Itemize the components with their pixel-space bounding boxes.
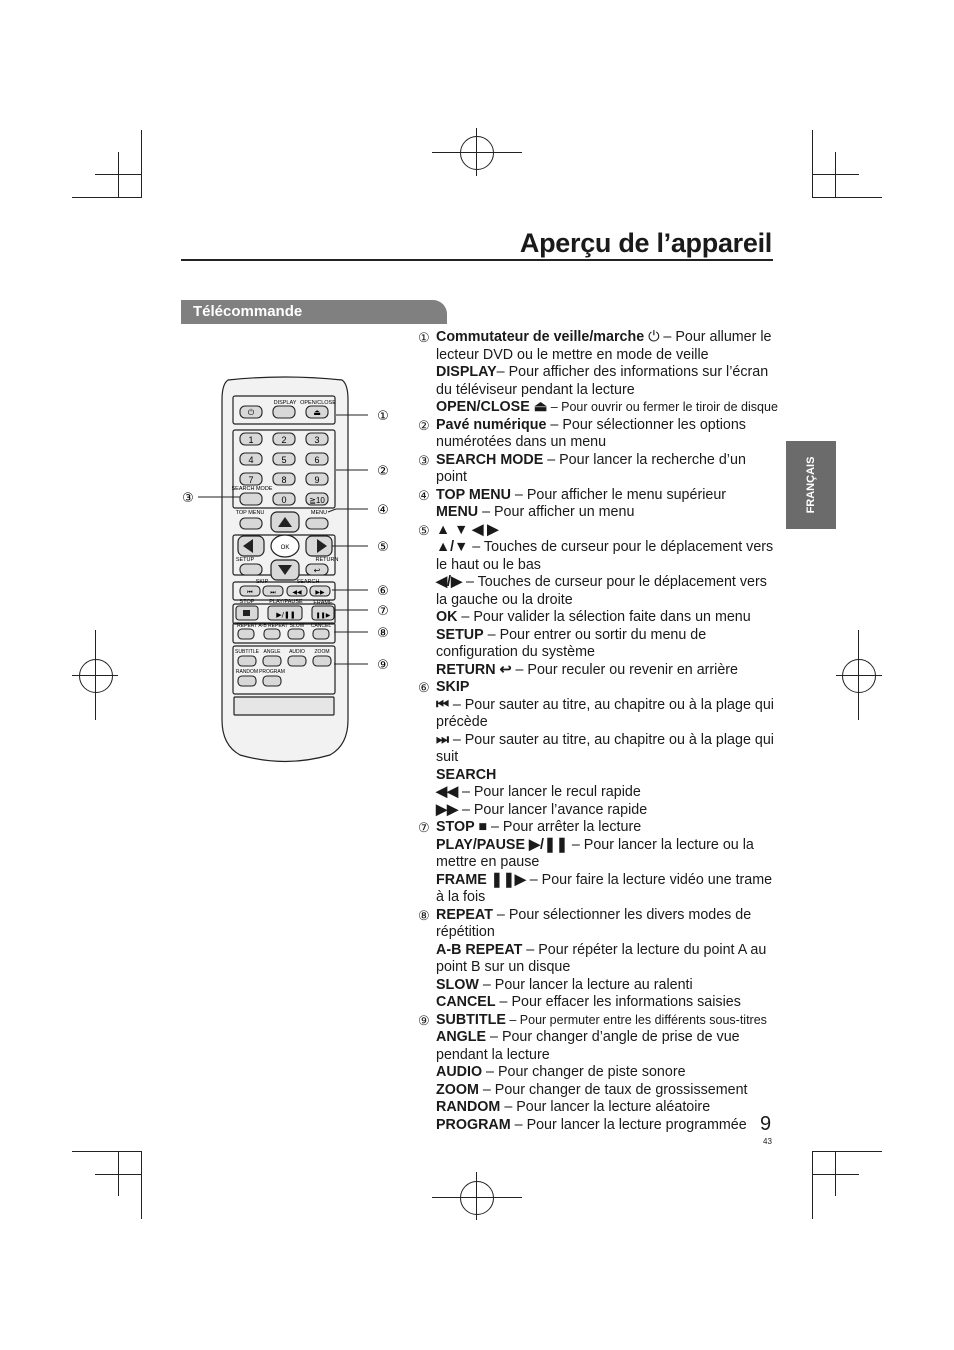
desc-term: ⏮ (436, 696, 449, 713)
desc-item (418, 452, 780, 487)
desc-line (436, 364, 780, 399)
remote-label-ok: OK (280, 545, 290, 551)
desc-term: OK (436, 609, 458, 625)
remote-label-frame: FRAME (313, 600, 333, 606)
desc-text: – Pour lancer l’avance rapide (458, 801, 648, 818)
desc-text: – Pour répéter la lecture du point A au point B sur un disque (436, 941, 767, 975)
desc-text: – Touches de curseur pour le déplacement vers la gauche ou la droite (436, 574, 767, 608)
desc-term: REPEAT (436, 906, 493, 923)
desc-line (436, 942, 780, 977)
desc-text: – Pour afficher un menu (478, 504, 635, 520)
desc-item-number: ① (418, 330, 430, 345)
desc-item (418, 487, 780, 522)
desc-term: SLOW (436, 976, 479, 993)
desc-line (436, 627, 780, 662)
stop-icon (243, 610, 250, 616)
desc-line (436, 539, 780, 574)
frame-icon: ❚❚▶ (315, 612, 331, 619)
desc-text: – Pour faire la lecture vidéo une trame à la fois (436, 871, 773, 905)
desc-text: – Pour lancer la lecture ou la mettre en pause (436, 836, 754, 870)
desc-text: – Pour afficher des informations sur l’écran du téléviseur pendant la lecture (436, 364, 769, 398)
callout-2: ② (377, 464, 389, 479)
desc-line (436, 767, 780, 785)
rewind-icon: ◀◀ (292, 589, 302, 596)
digit-2: 2 (281, 435, 287, 445)
remote-label-skip: SKIP (255, 579, 269, 585)
desc-text: – Pour ouvrir ou fermer le tiroir de disque (547, 400, 778, 414)
remote-label-program: PROGRAM (259, 669, 285, 675)
desc-line (436, 399, 780, 417)
desc-term: ZOOM (436, 1081, 479, 1098)
remote-label-play-pause: PLAY/PAUSE (269, 599, 303, 605)
desc-line (436, 1099, 780, 1117)
desc-text: – Pour valider la sélection faite dans un menu (457, 609, 751, 625)
digit-8: 8 (281, 475, 287, 485)
desc-line (436, 1012, 780, 1030)
digit-1: 1 (248, 435, 254, 445)
page-title: Aperçu de l’appareil (519, 228, 772, 258)
desc-term: SETUP (436, 626, 484, 643)
desc-line (436, 1029, 780, 1064)
desc-term: RETURN ↩ (436, 661, 512, 678)
remote-label-search: SEARCH (296, 579, 320, 585)
remote-label-return: RETURN (315, 557, 339, 563)
desc-text: – Pour arrêter la lecture (487, 819, 642, 835)
desc-text: – Pour lancer la lecture aléatoire (500, 1099, 711, 1115)
desc-line (436, 662, 780, 680)
remote-label-random: RANDOM (235, 669, 259, 675)
desc-item (418, 1012, 780, 1135)
digit-0: 0 (281, 495, 287, 505)
desc-text: – Pour sélectionner les options numérotées dans un menu (436, 416, 746, 450)
desc-line (436, 1117, 780, 1135)
remote-label-display: DISPLAY (273, 400, 297, 406)
return-icon: ↩ (313, 566, 321, 575)
desc-term: PLAY/PAUSE ▶/❚❚ (436, 836, 568, 853)
remote-label-menu: MENU (310, 510, 328, 516)
desc-term: TOP MENU (436, 486, 511, 503)
desc-line (436, 329, 780, 364)
desc-line (436, 732, 780, 767)
desc-line (436, 872, 780, 907)
desc-term: OPEN/CLOSE ⏏ (436, 399, 548, 415)
desc-item (418, 329, 780, 417)
desc-item-number: ③ (418, 452, 430, 468)
desc-text: – Pour effacer les informations saisies (495, 994, 741, 1010)
power-icon: ⏻ (247, 408, 255, 417)
remote-label-zoom: ZOOM (314, 649, 330, 655)
desc-term: SEARCH (436, 766, 497, 783)
desc-line (436, 1082, 780, 1100)
fast-forward-icon: ▶▶ (315, 589, 325, 596)
desc-term: MENU (436, 504, 479, 520)
desc-item (418, 907, 780, 1012)
button-descriptions (418, 329, 780, 1134)
desc-line (436, 574, 780, 609)
desc-text: – Pour lancer la lecture programmée (510, 1116, 747, 1133)
desc-item (418, 679, 780, 819)
desc-line (436, 679, 780, 697)
desc-term: STOP ■ (436, 819, 488, 835)
desc-term: PROGRAM (436, 1116, 511, 1133)
callout-3: ③ (182, 491, 194, 506)
digit-9: 9 (314, 475, 320, 485)
digit-7: 7 (248, 475, 254, 485)
skip-back-icon: ⏮ (247, 589, 253, 596)
desc-line (436, 1064, 780, 1082)
desc-term: ◀◀ (436, 784, 458, 800)
desc-term: Commutateur de veille/marche (436, 329, 645, 345)
desc-text: – Pour lancer la lecture au ralenti (478, 976, 693, 993)
remote-label-cancel: CANCEL (310, 623, 332, 629)
desc-line (436, 609, 780, 627)
desc-line (436, 994, 780, 1012)
desc-line (436, 837, 780, 872)
desc-item-number: ⑧ (418, 907, 430, 923)
section-heading: Télécommande (181, 300, 447, 324)
callout-6: ⑥ (377, 584, 389, 599)
remote-label-setup: SETUP (235, 557, 255, 563)
desc-text: – Pour lancer le recul rapide (458, 784, 641, 800)
desc-text: – Pour lancer la recherche d’un point (436, 451, 746, 485)
remote-label-open-close: OPEN/CLOSE (300, 400, 336, 406)
desc-item (418, 819, 780, 907)
desc-term: SUBTITLE (436, 1011, 506, 1028)
skip-forward-icon: ⏭ (270, 589, 276, 596)
callout-5: ⑤ (377, 540, 389, 555)
desc-line (436, 977, 780, 995)
desc-text: – Pour entrer ou sortir du menu de configuration du système (436, 626, 707, 660)
digit-10plus: ≧10 (309, 496, 325, 505)
remote-label-subtitle: SUBTITLE (235, 649, 259, 655)
desc-text: – Pour changer de piste sonore (482, 1064, 686, 1080)
page-number: 9 (760, 1113, 772, 1135)
desc-line (436, 819, 780, 837)
desc-term: SEARCH MODE (436, 451, 544, 468)
remote-label-ab-repeat: A-B REPEAT (258, 623, 288, 629)
desc-line (436, 487, 780, 505)
remote-label-search-mode: SEARCH MODE (231, 486, 273, 492)
desc-text: – Pour changer de taux de grossissement (478, 1081, 748, 1098)
callout-8: ⑧ (377, 626, 389, 641)
play-pause-icon: ▶/❚❚ (276, 611, 296, 619)
desc-item (418, 522, 780, 680)
desc-term: ▲/▼ (436, 539, 469, 555)
desc-text: – Pour reculer ou revenir en arrière (511, 661, 739, 678)
desc-item-number: ⑤ (418, 522, 430, 538)
callout-7: ⑦ (377, 604, 389, 619)
desc-term: AUDIO (436, 1064, 483, 1080)
remote-label-stop: STOP (239, 599, 255, 605)
desc-term: DISPLAY (436, 364, 497, 380)
desc-term: ⏭ (436, 731, 449, 748)
desc-item-number: ⑨ (418, 1012, 430, 1028)
desc-term: A-B REPEAT (436, 941, 523, 958)
desc-line (436, 907, 780, 942)
desc-line (436, 452, 780, 487)
callout-4: ④ (377, 503, 389, 518)
desc-line (436, 784, 780, 802)
remote-label-slow: SLOW (289, 623, 305, 629)
callout-9: ⑨ (377, 658, 389, 673)
desc-item-number: ② (418, 417, 430, 433)
callout-1: ① (377, 409, 389, 424)
desc-line (436, 417, 780, 452)
digit-3: 3 (314, 435, 320, 445)
digit-4: 4 (248, 455, 254, 465)
desc-term: Pavé numérique (436, 416, 547, 433)
desc-text: – Pour sauter au titre, au chapitre ou à la plage qui suit (436, 731, 774, 765)
desc-item-number: ⑦ (418, 820, 430, 835)
desc-term: ▲ ▼ ◀ ▶ (436, 521, 499, 538)
desc-line (436, 522, 780, 540)
desc-text: – Pour afficher le menu supérieur (510, 486, 727, 503)
remote-label-top-menu: TOP MENU (235, 510, 265, 516)
desc-item-number: ⑥ (418, 680, 430, 695)
desc-term: RANDOM (436, 1099, 501, 1115)
desc-text: – Pour sauter au titre, au chapitre ou à la plage qui précède (436, 696, 774, 730)
desc-term: FRAME ❚❚▶ (436, 871, 526, 888)
digit-5: 5 (281, 455, 287, 465)
desc-text: ⏻ – Pour allumer le lecteur DVD ou le mettre en mode de veille (436, 329, 772, 363)
desc-line (436, 802, 780, 820)
remote-label-angle: ANGLE (263, 649, 281, 655)
eject-icon: ⏏ (313, 408, 321, 417)
desc-text: – Pour sélectionner les divers modes de répétition (436, 906, 752, 940)
desc-line (436, 697, 780, 732)
desc-item-number: ④ (418, 487, 430, 503)
desc-term: CANCEL (436, 994, 496, 1010)
desc-term: ◀/▶ (436, 574, 462, 590)
remote-label-repeat: REPEAT (237, 623, 257, 629)
desc-term: SKIP (436, 679, 470, 695)
desc-term: ▶▶ (436, 801, 458, 818)
desc-term: ANGLE (436, 1029, 487, 1045)
desc-text: – Pour permuter entre les différents sous-titres (505, 1012, 767, 1027)
digit-6: 6 (314, 455, 320, 465)
desc-line (436, 504, 780, 522)
page-sub-number: 43 (763, 1137, 772, 1146)
desc-text: – Pour changer d’angle de prise de vue pendant la lecture (436, 1029, 740, 1063)
desc-item (418, 417, 780, 452)
remote-label-audio: AUDIO (289, 649, 305, 655)
language-tab-label: FRANÇAIS (805, 456, 817, 514)
desc-text: – Touches de curseur pour le déplacement vers le haut ou le bas (436, 539, 774, 573)
